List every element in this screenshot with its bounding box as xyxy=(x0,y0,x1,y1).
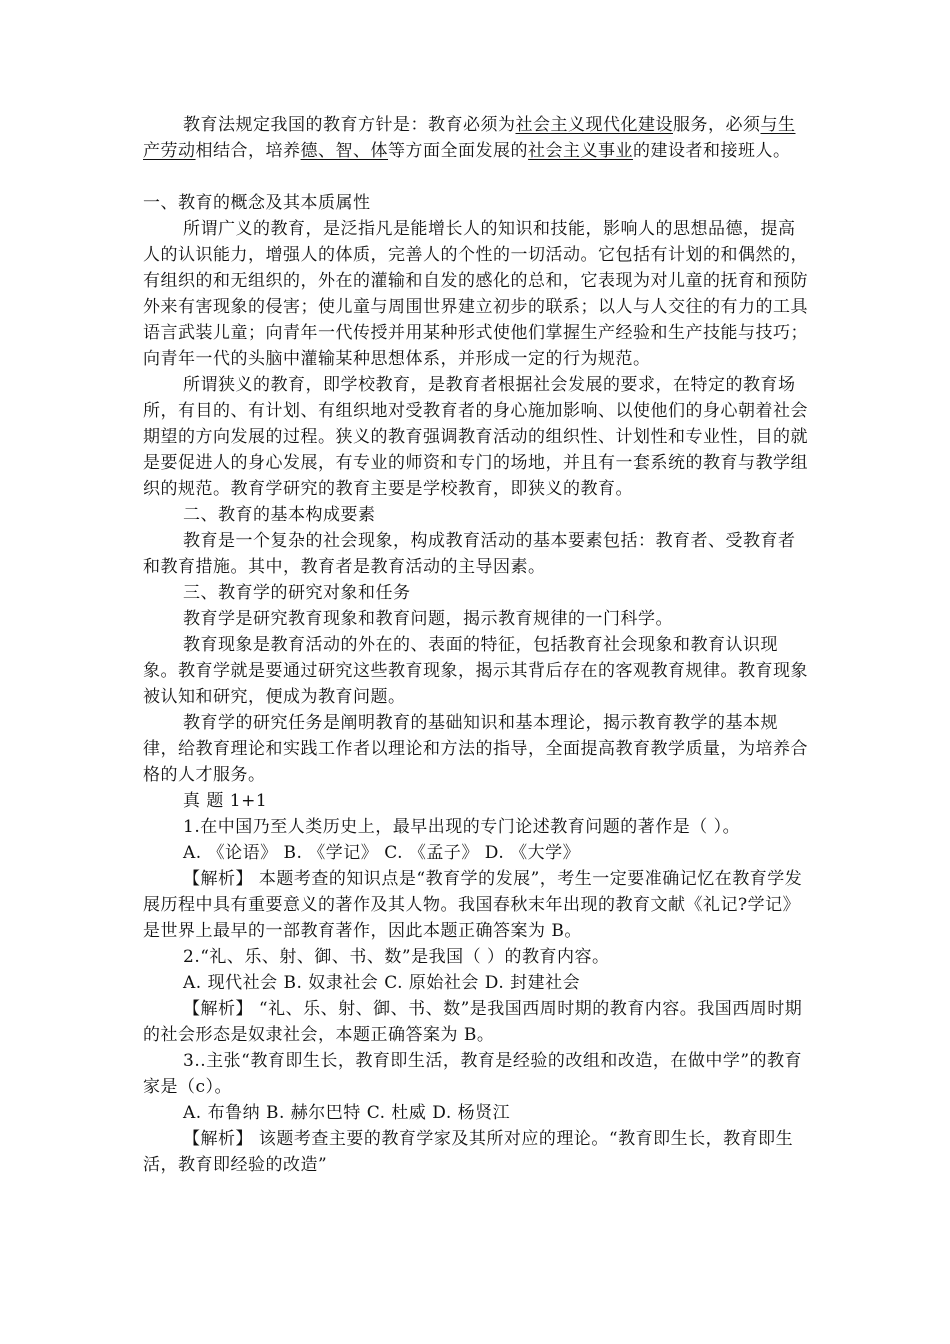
intro-text-3: 相结合，培养 xyxy=(195,141,301,161)
question-3: 3..主张“教育即生长，教育即生活，教育是经验的改组和改造，在做中学”的教育家是（c）。 xyxy=(143,1051,803,1097)
paragraph-phenomena: 教育现象是教育活动的外在的、表面的特征，包括教育社会现象和教育认识现象。教育学就是要通过研究这些教育现象，揭示其背后存在的客观教育规律。教育现象被认知和研究，便成为教育问题。 xyxy=(143,635,808,707)
section-heading-concept: 一、教育的概念及其本质属性 xyxy=(143,193,371,213)
paragraph-narrow-education: 所谓狭义的教育，即学校教育，是教育者根据社会发展的要求，在特定的教育场所，有目的、有计划、有组织地对受教育者的身心施加影响、以使他们的身心朝着社会期望的方向发展的过程。狭义的教育强调教育活动的组织性、计划性和专业性，目的就是要促进人的身心发展，有专业的师资和专门的场地，并且有一套系统的教育与教学组织的规范。教育学研究的教育主要是学校教育，即狭义的教育。 xyxy=(143,375,808,499)
answer-3-analysis: 【解析】 该题考查主要的教育学家及其所对应的理论。“教育即生长，教育即生活，教育即经验的改造” xyxy=(143,1129,794,1175)
question-2-options: A. 现代社会 B. 奴隶社会 C. 原始社会 D. 封建社会 xyxy=(183,973,581,993)
document-body xyxy=(143,112,811,1178)
answer-2-analysis: 【解析】 “礼、乐、射、御、书、数”是我国西周时期的教育内容。我国西周时期的社会形态是奴隶社会，本题正确答案为 B。 xyxy=(143,999,803,1045)
intro-text-2: 服务，必须 xyxy=(673,115,761,135)
intro-paragraph xyxy=(143,112,811,164)
question-1-options: A. 《论语》 B. 《学记》 C. 《孟子》 D. 《大学》 xyxy=(183,843,581,863)
paragraph-elements: 教育是一个复杂的社会现象，构成教育活动的基本要素包括：教育者、受教育者和教育措施。其中，教育者是教育活动的主导因素。 xyxy=(143,531,796,577)
question-1: 1.在中国乃至人类历史上，最早出现的专门论述教育问题的著作是（ ）。 xyxy=(183,817,741,837)
section-heading-elements: 二、教育的基本构成要素 xyxy=(183,505,376,525)
exam-label: 真 题 1+1 xyxy=(183,791,268,811)
question-2: 2.“礼、乐、射、御、书、数”是我国（ ）的教育内容。 xyxy=(183,947,610,967)
intro-text-1: 教育法规定我国的教育方针是：教育必须为 xyxy=(183,115,516,135)
section-heading-research: 三、教育学的研究对象和任务 xyxy=(183,583,411,603)
paragraph-broad-education: 所谓广义的教育，是泛指凡是能增长人的知识和技能，影响人的思想品德，提高人的认识能力，增强人的体质，完善人的个性的一切活动。它包括有计划的和偶然的，有组织的和无组织的，外在的灌输和自发的感化的总和，它表现为对儿童的抚育和预防外来有害现象的侵害；使儿童与周围世界建立初步的联系；以人与人交往的有力的工具语言武装儿童；向青年一代传授并用某种形式使他们掌握生产经验和生产技能与技巧；向青年一代的头脑中灌输某种思想体系，并形成一定的行为规范。 xyxy=(143,219,808,369)
paragraph-pedagogy-definition: 教育学是研究教育现象和教育问题，揭示教育规律的一门科学。 xyxy=(183,609,673,629)
answer-1-analysis: 【解析】 本题考查的知识点是“教育学的发展”，考生一定要准确记忆在教育学发展历程中具有重要意义的著作及其人物。我国春秋末年出现的教育文献《礼记?学记》是世界上最早的一部教育著作，因此本题正确答案为 B。 xyxy=(143,869,803,941)
paragraph-research-task: 教育学的研究任务是阐明教育的基础知识和基本理论，揭示教育教学的基本规律，给教育理论和实践工作者以理论和方法的指导，全面提高教育教学质量，为培养合格的人才服务。 xyxy=(143,713,808,785)
intro-underline-1: 社会主义现代化建设 xyxy=(515,115,673,135)
intro-underline-4: 社会主义事业 xyxy=(528,141,633,161)
intro-text-5: 的建设者和接班人。 xyxy=(633,141,791,161)
intro-text-4: 等方面全面发展的 xyxy=(388,141,528,161)
question-3-options: A. 布鲁纳 B. 赫尔巴特 C. 杜威 D. 杨贤江 xyxy=(183,1103,511,1123)
intro-underline-3: 德、智、体 xyxy=(300,141,388,161)
intro-underline-2: 与生产劳动 xyxy=(143,115,796,161)
